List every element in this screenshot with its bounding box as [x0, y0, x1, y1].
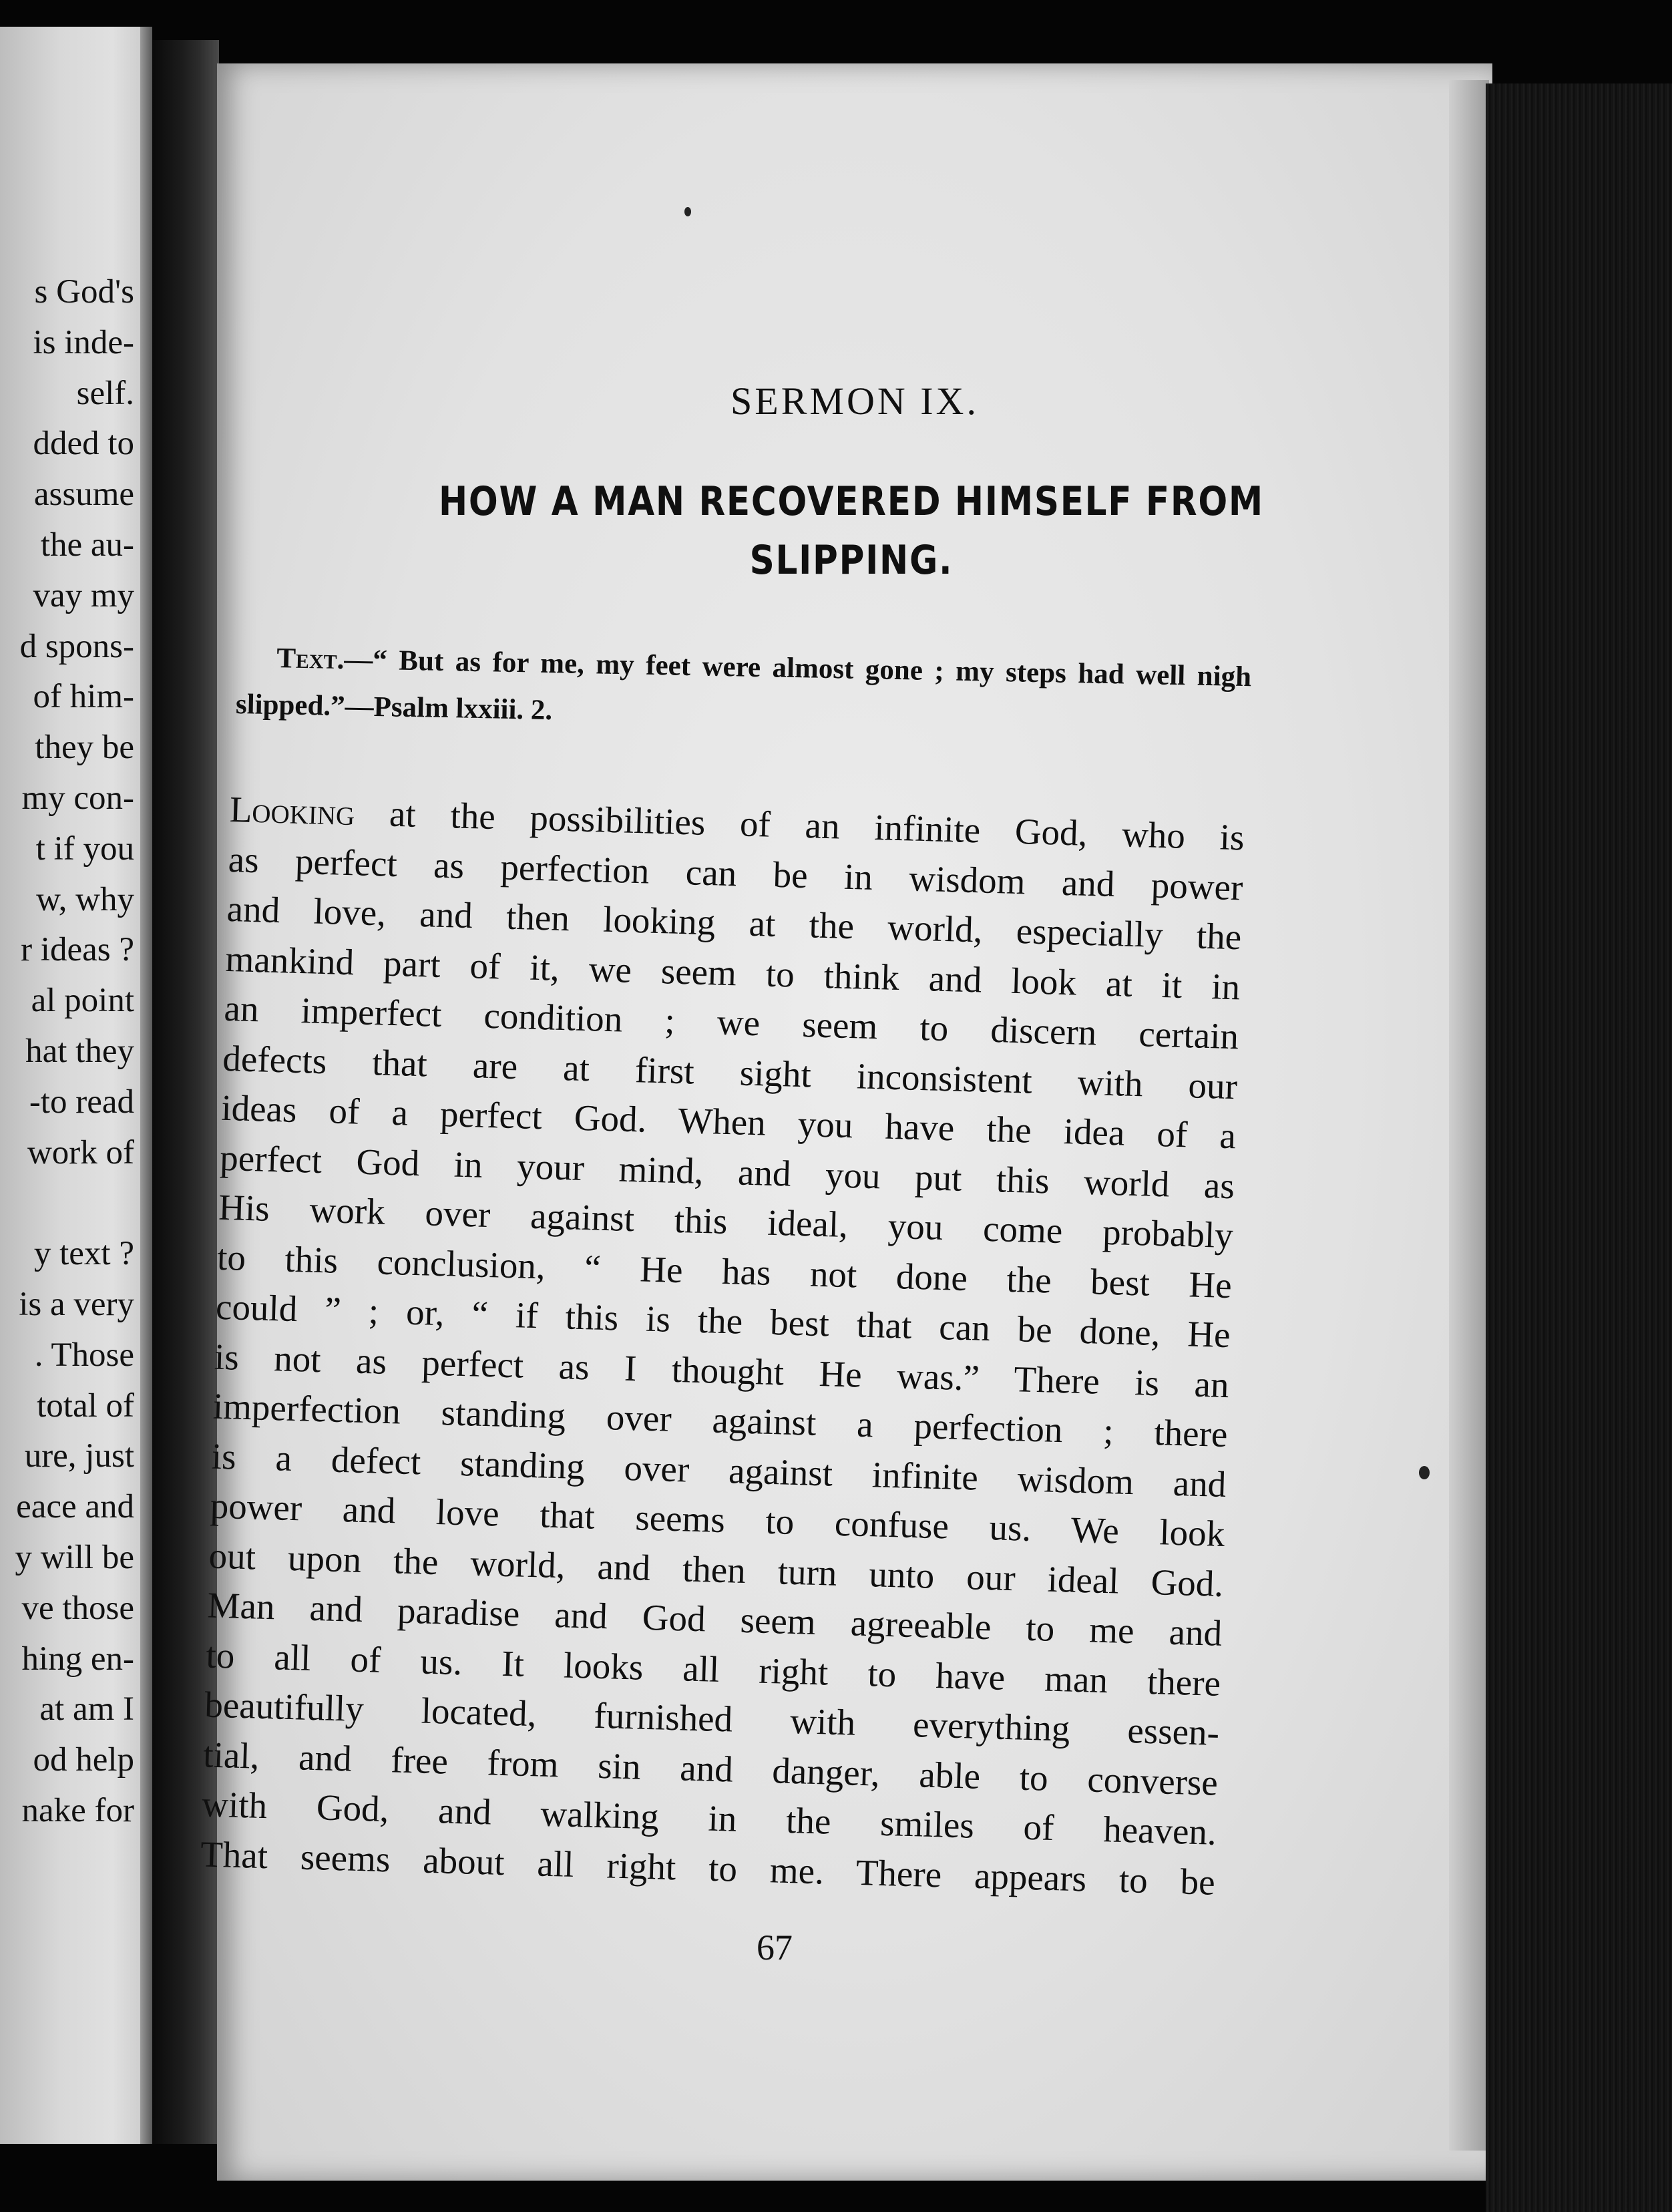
body-line: mankind part of it, we seem to think and look at it in	[224, 938, 1241, 1007]
body-line: That seems about all right to me. There appears to be	[200, 1833, 1216, 1903]
body-line: Man and paradise and God seem agreeable to me and	[206, 1584, 1223, 1654]
ink-speck	[684, 207, 691, 216]
body-line: ideas of a perfect God. When you have the idea of a	[220, 1087, 1237, 1157]
scripture-text-label: Text.	[276, 642, 345, 676]
sermon-title	[357, 472, 1345, 590]
body-line: tial, and free from sin and danger, able to converse	[202, 1733, 1219, 1803]
previous-page-line: total of	[37, 1387, 134, 1425]
previous-page-line: at am I	[39, 1690, 134, 1728]
body-line: an imperfect condition ; we seem to discern certain	[223, 987, 1239, 1057]
page-content	[200, 63, 1492, 2181]
body-line: His work over against this ideal, you come probably	[218, 1186, 1234, 1256]
body-line: perfect God in your mind, and you put this world as	[219, 1137, 1235, 1206]
previous-page-line: vay my	[33, 576, 134, 614]
previous-page-line: w, why	[36, 880, 134, 918]
body-first-word: Looking	[229, 788, 356, 834]
body-line: as perfect as perfection can be in wisdom and power	[228, 838, 1244, 908]
previous-page-edge	[140, 27, 152, 2144]
page-number: 67	[757, 1927, 793, 1968]
previous-page-line: od help	[33, 1741, 134, 1779]
previous-page-line: of him-	[33, 678, 134, 716]
previous-page-line: the au-	[40, 526, 134, 564]
previous-page-line: ure, just	[24, 1437, 134, 1475]
previous-page-line: self.	[76, 374, 134, 412]
previous-page-line: . Those	[34, 1336, 134, 1374]
sermon-body	[200, 785, 1245, 1907]
previous-page-line: they be	[35, 729, 134, 767]
sermon-title-line: HOW A MAN RECOVERED HIMSELF FROM	[438, 478, 1265, 525]
previous-page-line: al point	[31, 982, 134, 1020]
book-cover-edge	[1486, 83, 1672, 2212]
previous-page-line: work of	[27, 1133, 134, 1171]
previous-page-line: y will be	[15, 1538, 134, 1576]
previous-page-line: s God's	[34, 273, 134, 311]
scripture-text-quote: —“ But as for me, my feet were almost gone ; my steps had well nigh slipped.”—Psalm lxxiii. 2.	[235, 644, 1252, 727]
body-line: out upon the world, and then turn unto our ideal God.	[208, 1535, 1225, 1604]
previous-page-line: hing en-	[21, 1640, 134, 1678]
current-page	[200, 63, 1492, 2181]
sermon-number: SERMON IX.	[730, 379, 979, 423]
body-line: is not as perfect as I thought He was.” There is an	[214, 1336, 1230, 1405]
previous-page-line: r ideas ?	[21, 931, 134, 969]
previous-page-fragment	[0, 27, 150, 2144]
previous-page-line: t if you	[35, 830, 134, 868]
body-line: defects that are at first sight inconsistent with our	[222, 1037, 1238, 1107]
previous-page-line: eace and	[16, 1488, 134, 1526]
previous-page-line: hat they	[25, 1032, 134, 1070]
body-line: to all of us. It looks all right to have man there	[205, 1634, 1221, 1704]
previous-page-line: my con-	[21, 779, 134, 817]
previous-page-line: ve those	[21, 1589, 134, 1627]
previous-page-line: is inde-	[33, 323, 134, 361]
sermon-title-line: SLIPPING.	[749, 537, 954, 584]
previous-page-line: is a very	[19, 1285, 134, 1323]
previous-page-line: y text ?	[33, 1235, 134, 1273]
ink-speck	[1419, 1466, 1430, 1479]
body-line: is a defect standing over against infinite wisdom and	[211, 1435, 1227, 1505]
body-line: power and love that seems to confuse us. We look	[210, 1485, 1226, 1555]
body-line: beautifully located, furnished with everything essen-	[204, 1684, 1220, 1753]
previous-page-line: assume	[33, 476, 134, 514]
previous-page-line: d spons-	[19, 627, 134, 665]
body-line: to this conclusion, “ He has not done the best He	[216, 1236, 1233, 1306]
previous-page-text	[0, 267, 134, 1837]
page-fore-edge	[1449, 80, 1489, 2151]
body-line: and love, and then looking at the world, especially the	[226, 888, 1243, 958]
body-line: could ” ; or, “ if this is the best that can be done, He	[215, 1286, 1231, 1356]
previous-page-line: -to read	[29, 1083, 134, 1121]
scripture-text	[235, 634, 1251, 747]
body-line: imperfection standing over against a perfection ; there	[212, 1385, 1229, 1455]
previous-page-line	[0, 1178, 134, 1229]
previous-page-line: dded to	[33, 425, 134, 463]
body-line: with God, and walking in the smiles of heaven.	[201, 1783, 1217, 1853]
body-line-text: at the possibilities of an infinite God, who is	[354, 792, 1245, 858]
previous-page-line: nake for	[21, 1791, 134, 1829]
